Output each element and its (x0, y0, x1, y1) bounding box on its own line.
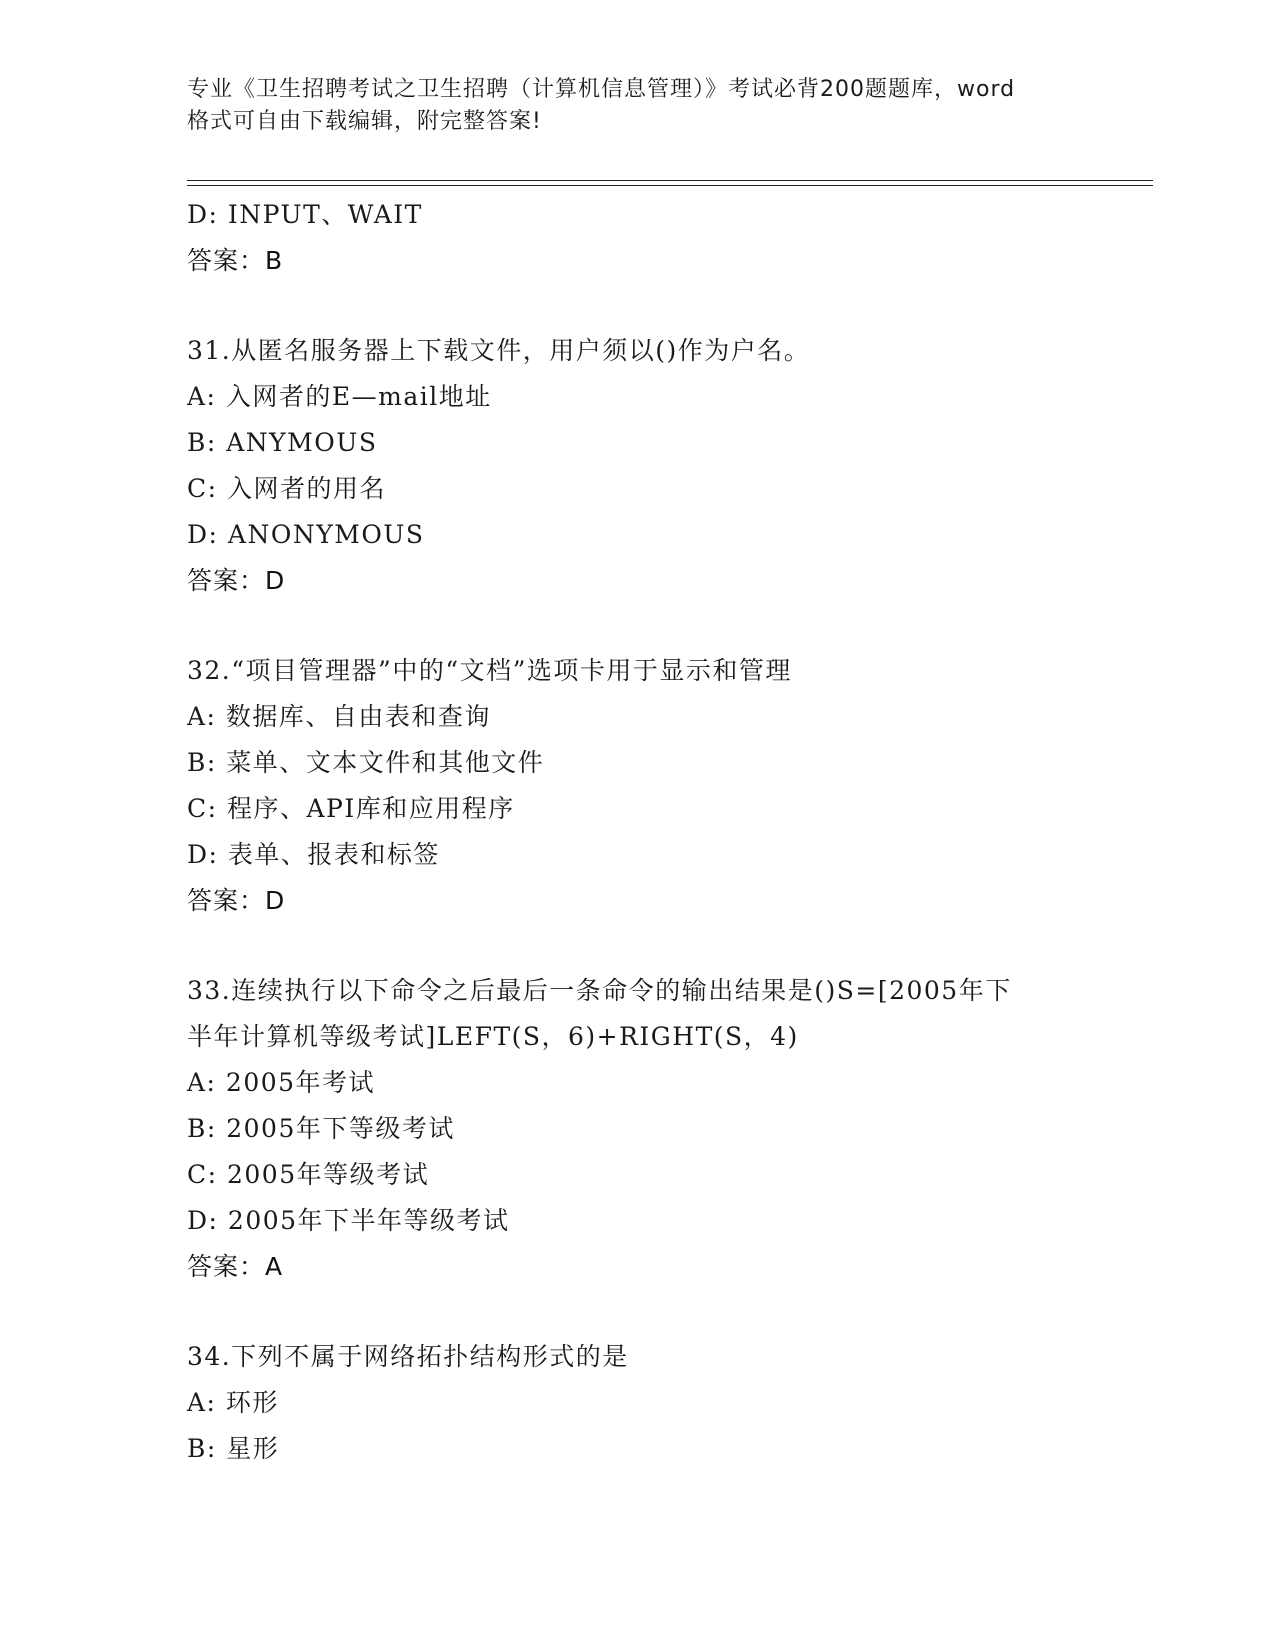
question-stem: 34.下列不属于网络拓扑结构形式的是 (187, 1342, 629, 1371)
question-stem: 31.从匿名服务器上下载文件，用户须以()作为户名。 (187, 336, 811, 365)
option-d: D: 表单、报表和标签 (187, 840, 440, 869)
header-line-1: 专业《卫生招聘考试之卫生招聘（计算机信息管理）》考试必背200题题库，word (187, 77, 1016, 102)
document-header (187, 74, 1107, 138)
answer-line: 答案：B (187, 246, 284, 275)
option-d: D: INPUT、WAIT (187, 200, 423, 229)
question-32 (187, 648, 1087, 924)
option-d: D: ANONYMOUS (187, 520, 425, 549)
header-divider-bottom (187, 185, 1153, 186)
option-c: C: 2005年等级考试 (187, 1160, 430, 1189)
answer-line: 答案：A (187, 1252, 284, 1281)
question-stem: 32.“项目管理器”中的“文档”选项卡用于显示和管理 (187, 656, 792, 685)
option-a: A: 数据库、自由表和查询 (187, 702, 491, 731)
question-33 (187, 968, 1087, 1290)
option-a: A: 环形 (187, 1388, 279, 1417)
option-b: B: 星形 (187, 1434, 280, 1463)
answer-line: 答案：D (187, 566, 286, 595)
option-c: C: 入网者的用名 (187, 474, 386, 503)
option-b: B: 2005年下等级考试 (187, 1114, 455, 1143)
option-a: A: 入网者的E—mail地址 (187, 382, 492, 411)
question-stem-line-2: 半年计算机等级考试]LEFT(S，6)+RIGHT(S，4) (187, 1022, 799, 1051)
option-b: B: ANYMOUS (187, 428, 378, 457)
header-divider-top (187, 180, 1153, 181)
option-d: D: 2005年下半年等级考试 (187, 1206, 510, 1235)
answer-line: 答案：D (187, 886, 286, 915)
question-list (187, 192, 1087, 1472)
option-b: B: 菜单、文本文件和其他文件 (187, 748, 545, 777)
question-31 (187, 328, 1087, 604)
header-line-2: 格式可自由下载编辑，附完整答案! (187, 109, 542, 134)
question-34 (187, 1334, 1087, 1472)
question-stem-line-1: 33.连续执行以下命令之后最后一条命令的输出结果是()S=[2005年下 (187, 976, 1012, 1005)
previous-question-tail (187, 192, 1087, 284)
option-a: A: 2005年考试 (187, 1068, 376, 1097)
option-c: C: 程序、API库和应用程序 (187, 794, 515, 823)
